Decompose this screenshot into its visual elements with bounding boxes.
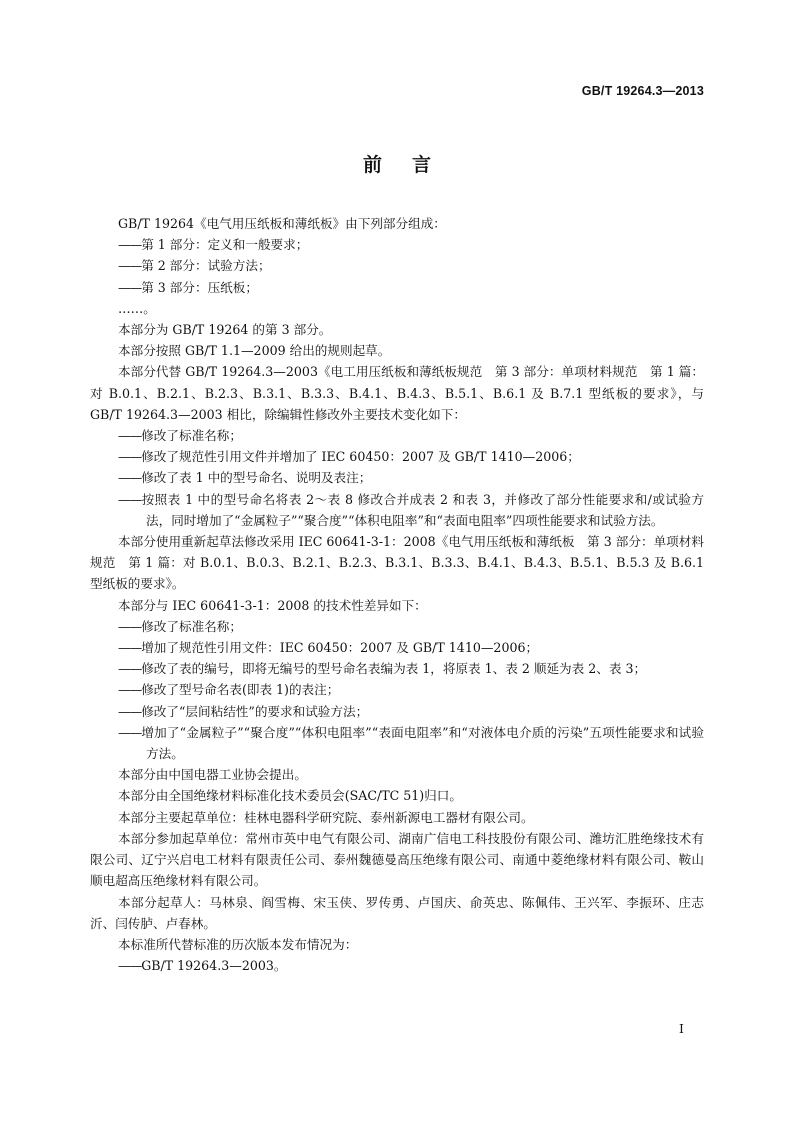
list-item xyxy=(90,255,704,276)
list-item xyxy=(90,701,704,722)
paragraph: 本部分由全国绝缘材料标准化技术委员会(SAC/TC 51)归口。 xyxy=(118,788,462,804)
paragraph: 本部分为 GB/T 19264 的第 3 部分。 xyxy=(118,322,332,338)
list-item-text: 修改了型号命名表(即表 1)的表注； xyxy=(141,682,340,698)
paragraph: 本部分参加起草单位：常州市英中电气有限公司、湖南广信电工科技股份有限公司、潍坊汇胜绝缘技术有限公司、辽宁兴启电工材料有限责任公司、泰州魏德曼高压绝缘有限公司、南通中菱绝缘材料有限公司、鞍山顺电超高压绝缘材料有限公司。 xyxy=(90,830,704,889)
list-item-text: 修改了表的编号，即将无编号的型号命名表编为表 1，将原表 1、表 2 顺延为表 2、表 3； xyxy=(141,661,647,677)
paragraph: 本部分按照 GB/T 1.1—2009 给出的规则起草。 xyxy=(118,343,391,359)
standard-number: GB/T 19264.3—2013 xyxy=(581,84,704,98)
dash-mark: —— xyxy=(118,618,142,634)
paragraph: GB/T 19264《电气用压纸板和薄纸板》由下列部分组成： xyxy=(118,216,446,231)
list-item-text: 增加了“金属粒子”“聚合度”“体积电阻率”“表面电阻率”和“对液体电介质的污染”五项性能要求和试验方法。 xyxy=(141,724,704,762)
dash-mark: —— xyxy=(118,703,142,719)
list-item xyxy=(90,722,704,764)
paragraph: 本部分代替 GB/T 19264.3—2003《电工用压纸板和薄纸板规范 第 3 部分：单项材料规范 第 1 篇：对 B.0.1、B.2.1、B.2.3、B.3.1、B.3.3、B.4.1、B.4.3、B.5.1、B.6.1 及 B.7.1 型纸板的要求》，与 GB/T 19264.3—2003 相比，除编辑性修改外主要技术变化如下： xyxy=(90,364,704,422)
list-item-text: 增加了规范性引用文件：IEC 60450：2007 及 GB/T 1410—2006； xyxy=(141,640,539,656)
list-item xyxy=(90,489,704,531)
list-item-text: 修改了表 1 中的型号命名、说明及表注； xyxy=(141,470,372,486)
foreword-body xyxy=(90,213,704,976)
paragraph: 本部分使用重新起草法修改采用 IEC 60641-3-1：2008《电气用压纸板和薄纸板 第 3 部分：单项材料规范 第 1 篇：对 B.0.1、B.0.3、B.2.1、B.2.3、B.3.1、B.3.3、B.4.1、B.4.3、B.5.1、B.5.3 及 B.6.1 型纸板的要求》。 xyxy=(90,534,704,592)
paragraph: 本部分由中国电器工业协会提出。 xyxy=(118,767,307,783)
list-item xyxy=(90,679,704,700)
dash-mark: —— xyxy=(118,237,142,253)
dash-mark: —— xyxy=(118,428,142,444)
list-item xyxy=(90,637,704,658)
list-item xyxy=(90,446,704,467)
list-item xyxy=(90,425,704,446)
dash-mark: —— xyxy=(118,491,142,507)
list-item-text: GB/T 19264.3—2003。 xyxy=(141,958,287,974)
list-item xyxy=(90,955,704,976)
paragraph: 本部分起草人：马林泉、阎雪梅、宋玉侠、罗传勇、卢国庆、俞英忠、陈佩伟、王兴军、李振环、庄志沂、闫传胪、卢春林。 xyxy=(90,894,704,931)
paragraph: 本标准所代替标准的历次版本发布情况为： xyxy=(118,936,358,952)
list-item xyxy=(90,277,704,298)
dash-mark: —— xyxy=(118,661,142,677)
dash-mark: —— xyxy=(118,682,142,698)
page-number: I xyxy=(679,1021,684,1036)
page-title: 前言 xyxy=(362,154,461,176)
dash-mark: —— xyxy=(118,258,142,274)
list-item xyxy=(90,467,704,488)
list-item-text: 第 1 部分：定义和一般要求； xyxy=(141,237,309,253)
list-item-text: 修改了规范性引用文件并增加了 IEC 60450：2007 及 GB/T 1410—2006； xyxy=(141,449,580,465)
dash-mark: —— xyxy=(118,470,142,486)
ellipsis-line: ……。 xyxy=(118,300,156,316)
list-item-text: 第 3 部分：压纸板； xyxy=(141,279,258,295)
paragraph: 本部分与 IEC 60641-3-1：2008 的技术性差异如下： xyxy=(118,597,427,613)
list-item-text: 按照表 1 中的型号命名将表 2～表 8 修改合并成表 2 和表 3，并修改了部分性能要求和/或试验方法，同时增加了“金属粒子”“聚合度”“体积电阻率”和“表面电阻率”四项性能要求和试验方法。 xyxy=(141,491,704,528)
dash-mark: —— xyxy=(118,958,142,974)
dash-mark: —— xyxy=(118,279,142,295)
list-item xyxy=(90,234,704,255)
list-item-text: 修改了标准名称； xyxy=(141,428,242,444)
dash-mark: —— xyxy=(118,449,142,465)
dash-mark: —— xyxy=(118,640,142,656)
list-item-text: 修改了标准名称； xyxy=(141,618,242,634)
dash-mark: —— xyxy=(118,724,142,740)
list-item xyxy=(90,658,704,679)
list-item xyxy=(90,616,704,637)
paragraph: 本部分主要起草单位：桂林电器科学研究院、泰州新源电工器材有限公司。 xyxy=(118,809,534,825)
list-item-text: 修改了“层间粘结性”的要求和试验方法； xyxy=(141,703,369,719)
list-item-text: 第 2 部分：试验方法； xyxy=(141,258,271,274)
